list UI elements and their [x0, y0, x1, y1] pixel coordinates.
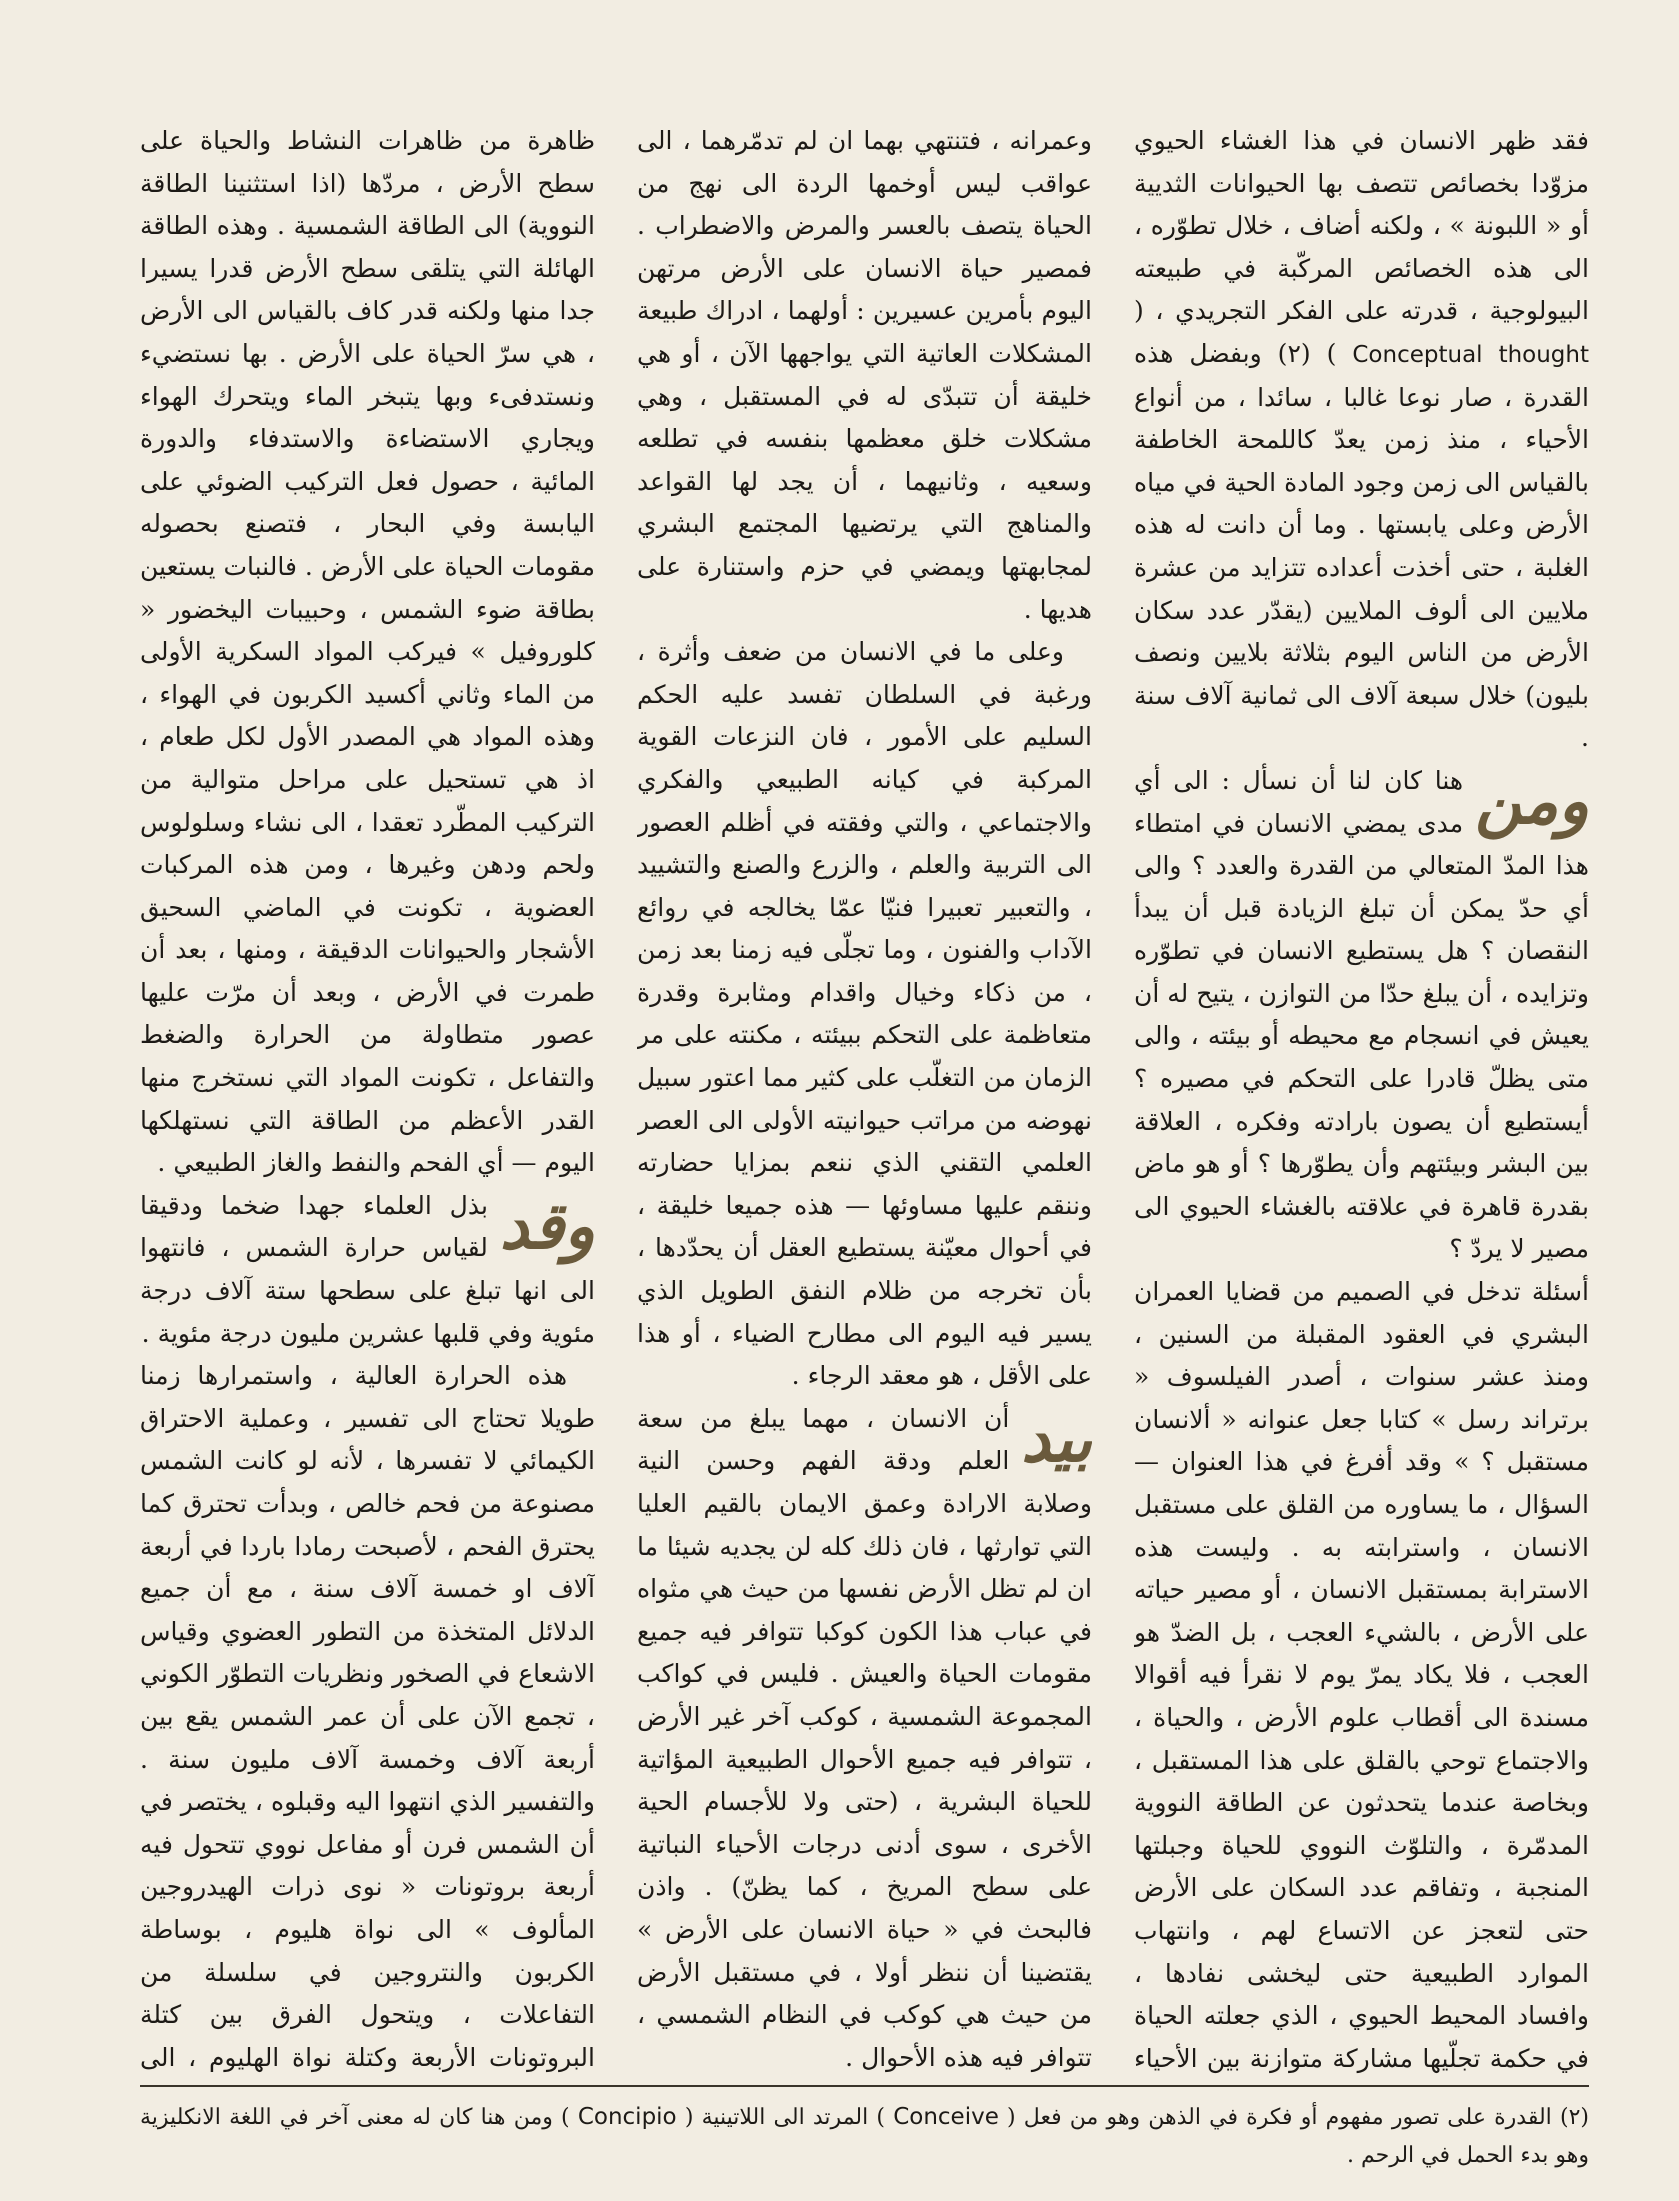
latin-term: Concipio: [577, 2104, 677, 2130]
paragraph: [637, 120, 1092, 631]
paragraph-text: فقد ظهر الانسان في هذا الغشاء الحيوي مزوّدا بخصائص تتصف بها الحيوانات الثديية أو « اللبونة » ، ولكنه أضاف ، خلال تطوّره ، الى هذه الخصائص المركّبة في طبيعته البيولوجية ، قدرته على الفكر التجريدي ، (: [1134, 126, 1589, 326]
text-columns: [140, 120, 1589, 2075]
paragraph-text: هذه الحرارة العالية ، واستمرارها زمنا طويلا تحتاج الى تفسير ، وعملية الاحتراق الكيمائي لا تفسرها ، لأنه لو كانت الشمس مصنوعة من فحم خالص ، وبدأت تحترق كما يحترق الفحم ، لأصبحت رمادا باردا في أربعة آلاف او خمسة آلاف سنة ، مع أن جميع الدلائل المتخذة من التطور العضوي وقياس الاشعاع في الصخور ونظريات التطوّر الكوني ، تجمع الآن على أن عمر الشمس يقع بين أربعة آلاف وخمسة آلاف مليون سنة . والتفسير الذي انتهوا اليه وقبلوه ، يختصر في أن الشمس فرن أو مفاعل نووي تتحول فيه أربعة بروتونات « نوى ذرات الهيدروجين المألوف » الى نواة هليوم ، بوساطة الكربون والنتروجين في سلسلة من التفاعلات ، ويتحول الفرق بين كتلة البروتونات الأربعة وكتلة نواة الهليوم ، الى: [140, 1361, 595, 2072]
paragraph-text: ظاهرة من ظاهرات النشاط والحياة على سطح الأرض ، مردّها (اذا استثنينا الطاقة النووية) الى الطاقة الشمسية . وهذه الطاقة الهائلة التي يتلقى سطح الأرض قدرا يسيرا جدا منها ولكنه قدر كاف بالقياس الى الأرض ، هي سرّ الحياة على الأرض . بها نستضيء ونستدفىء وبها يتبخر الماء ويتحرك الهواء ويجاري الاستضاءة والاستدفاء والدورة المائية ، حصول فعل التركيب الضوئي على اليابسة وفي البحار ، فتصنع بحصوله مقومات الحياة على الأرض . فالنبات يستعين بطاقة ضوء الشمس ، وحبيبات اليخضور « كلوروفيل » فيركب المواد السكرية الأولى من الماء وثاني أكسيد الكربون في الهواء ، وهذه المواد هي المصدر الأول لكل طعام ، اذ هي تستحيل على مراحل متوالية من التركيب المطّرد تعقدا ، الى نشاء وسلولوس ولحم ودهن وغيرها ، ومن هذه المركبات العضوية ، تكونت في الماضي السحيق الأشجار والحيوانات الدقيقة ، ومنها ، بعد أن طمرت في الأرض ، وبعد أن مرّت عليها عصور متطاولة من الحرارة والضغط والتفاعل ، تكونت المواد التي نستخرج منها القدر الأعظم من الطاقة التي نستهلكها اليوم — أي الفحم والنفط والغاز الطبيعي .: [140, 126, 595, 1178]
paragraph: [1134, 120, 1589, 760]
paragraph-text: أن الانسان ، مهما يبلغ من سعة العلم ودقة الفهم وحسن النية وصلابة الارادة وعمق الايمان بالقيم العليا التي توارثها ، فان ذلك كله لن يجديه شيئا ما ان لم تظل الأرض نفسها من حيث هي مثواه في عباب هذا الكون كوكبا تتوافر فيه جميع مقومات الحياة والعيش . فليس في كواكب المجموعة الشمسية ، كوكب آخر غير الأرض ، تتوافر فيه جميع الأحوال الطبيعية المؤاتية للحياة البشرية ، (حتى ولا للأجسام الحية الأخرى ، سوى أدنى درجات الأحياء النباتية على سطح المريخ ، كما يظنّ) . واذن فالبحث في « حياة الانسان على الأرض » يقتضينا أن ننظر أولا ، في مستقبل الأرض من حيث هي كوكب في النظام الشمسي ، تتوافر فيه هذه الأحوال .: [637, 1403, 1092, 2072]
footnote-number: (٢): [1559, 2105, 1589, 2130]
paragraph-text: أسئلة تدخل في الصميم من قضايا العمران البشري في العقود المقبلة من السنين ، ومنذ عشر سنوات ، أصدر الفيلسوف « برتراند رسل » كتابا جعل عنوانه « ألانسان مستقبل ؟ » وقد أفرغ في هذا العنوان — السؤال ، ما يساوره من القلق على مستقبل الانسان ، واسترابته به . وليست هذه الاسترابة بمستقبل الانسان ، أو مصير حياته على الأرض ، بالشيء العجب ، بل الضدّ هو العجب ، فلا يكاد يمرّ يوم لا نقرأ فيه أقوالا مسندة الى أقطاب علوم الأرض ، والحياة ، والاجتماع توحي بالقلق على هذا المستقبل ، وبخاصة عندما يتحدثون عن الطاقة النووية المدمّرة ، والتلوّث النووي للحياة وجبلتها المنجبة ، وتفاقم عدد السكان على الأرض حتى لتعجز عن الاتساع لهم ، وانتهاب الموارد الطبيعية حتى ليخشى نفادها ، وافساد المحيط الحيوي ، الذي جعلته الحياة في حكمة تجلّيها مشاركة متوازنة بين الأحياء: [1134, 1277, 1589, 2073]
footnote-text: ) ومن هنا كان له معنى آخر في اللغة الانكليزية وهو بدء الحمل في الرحم .: [140, 2105, 1589, 2168]
paragraph: [140, 120, 595, 1185]
latin-term: Conceive: [893, 2104, 999, 2130]
column-right: [1134, 120, 1589, 2075]
paragraph: [1134, 760, 1589, 1271]
paragraph: [140, 1185, 595, 1355]
footnote-text: ) المرتد الى اللاتينية (: [684, 2105, 885, 2130]
paragraph: [637, 631, 1092, 1398]
footnote: [140, 2098, 1589, 2175]
paragraph-text: ) (٢) وبفضل هذه القدرة ، صار نوعا غالبا ، سائدا ، من أنواع الأحياء ، منذ زمن يعدّ كاللمحة الخاطفة بالقياس الى زمن وجود المادة الحية في مياه الأرض وعلى يابستها . وما أن دانت له هذه الغلبة ، حتى أخذت أعداده تتزايد من عشرة ملايين الى ألوف الملايين (يقدّر عدد سكان الأرض من الناس اليوم بثلاثة بلايين ونصف بليون) خلال سبعة آلاف الى ثمانية آلاف سنة .: [1134, 338, 1589, 753]
paragraph: [140, 1355, 595, 2075]
paragraph-text: وعمرانه ، فتنتهي بهما ان لم تدمّرهما ، الى عواقب ليس أوخمها الردة الى نهج من الحياة يتصف بالعسر والمرض والاضطراب . فمصير حياة الانسان على الأرض مرتهن اليوم بأمرين عسيرين : أولهما ، ادراك طبيعة المشكلات العاتية التي يواجهها الآن ، أو هي خليقة أن تتبدّى له في المستقبل ، وهي مشكلات خلق معظمها بنفسه في تطلعه وسعيه ، وثانيهما ، أن يجد لها القواعد والمناهج التي يرتضيها المجتمع البشري لمجابهتها ويمضي في حزم واستنارة على هديها .: [637, 126, 1092, 624]
paragraph-text: بذل العلماء جهدا ضخما ودقيقا لقياس حرارة الشمس ، فانتهوا الى انها تبلغ على سطحها ستة آلاف درجة مئوية وفي قلبها عشرين مليون درجة مئوية .: [140, 1190, 595, 1348]
paragraph-text: هنا كان لنا أن نسأل : الى أي مدى يمضي الانسان في امتطاء هذا المدّ المتعالي من القدرة والعدد ؟ والى أي حدّ يمكن أن تبلغ الزيادة قبل أن يبدأ النقصان ؟ هل يستطيع الانسان في تطوّره وتزايده ، أن يبلغ حدّا من التوازن ، يتيح له أن يعيش في انسجام مع محيطه أو بيئته ، والى متى يظلّ قادرا على التحكم في مصيره ؟ أيستطيع أن يصون بارادته وفكره ، العلاقة بين البشر وبيئتهم وأن يطوّرها ؟ أو هو ماض بقدرة قاهرة في علاقته بالغشاء الحيوي الى مصير لا يردّ ؟: [1134, 765, 1589, 1264]
drop-cap-word: ومن: [1475, 763, 1589, 839]
paragraph-text: وعلى ما في الانسان من ضعف وأثرة ، ورغبة في السلطان تفسد عليه الحكم السليم على الأمور ، فان النزعات القوية المركبة في كيانه الطبيعي والفكري والاجتماعي ، والتي وفقته في أظلم العصور الى التربية والعلم ، والزرع والصنع والتشييد ، والتعبير تعبيرا فنيّا عمّا يخالجه في روائع الآداب والفنون ، وما تجلّى فيه زمنا بعد زمن ، من ذكاء وخيال واقدام ومثابرة وقدرة متعاظمة على التحكم ببيئته ، مكنته على مر الزمان من التغلّب على كثير مما اعتور سبيل نهوضه من مراتب حيوانيته الأولى الى العصر العلمي التقني الذي ننعم بمزايا حضارته وننقم عليها مساوئها — هذه جميعا خليقة ، في أحوال معيّنة يستطيع العقل أن يحدّدها ، بأن تخرجه من ظلام النفق الطويل الذي يسير فيه اليوم الى مطارح الضياء ، أو هذا على الأقل ، هو معقد الرجاء .: [637, 637, 1092, 1391]
footnote-divider: [140, 2085, 1589, 2087]
footnote-text: القدرة على تصور مفهوم أو فكرة في الذهن وهو من فعل (: [1007, 2105, 1552, 2130]
paragraph: [1134, 1271, 1589, 2075]
column-middle: [637, 120, 1092, 2075]
latin-term: Conceptual: [1352, 341, 1483, 368]
column-left: [140, 120, 595, 2075]
paragraph: [637, 1398, 1092, 2075]
drop-cap-word: بيد: [1021, 1401, 1092, 1477]
latin-term: thought: [1498, 341, 1589, 368]
drop-cap-word: وقد: [499, 1188, 595, 1264]
